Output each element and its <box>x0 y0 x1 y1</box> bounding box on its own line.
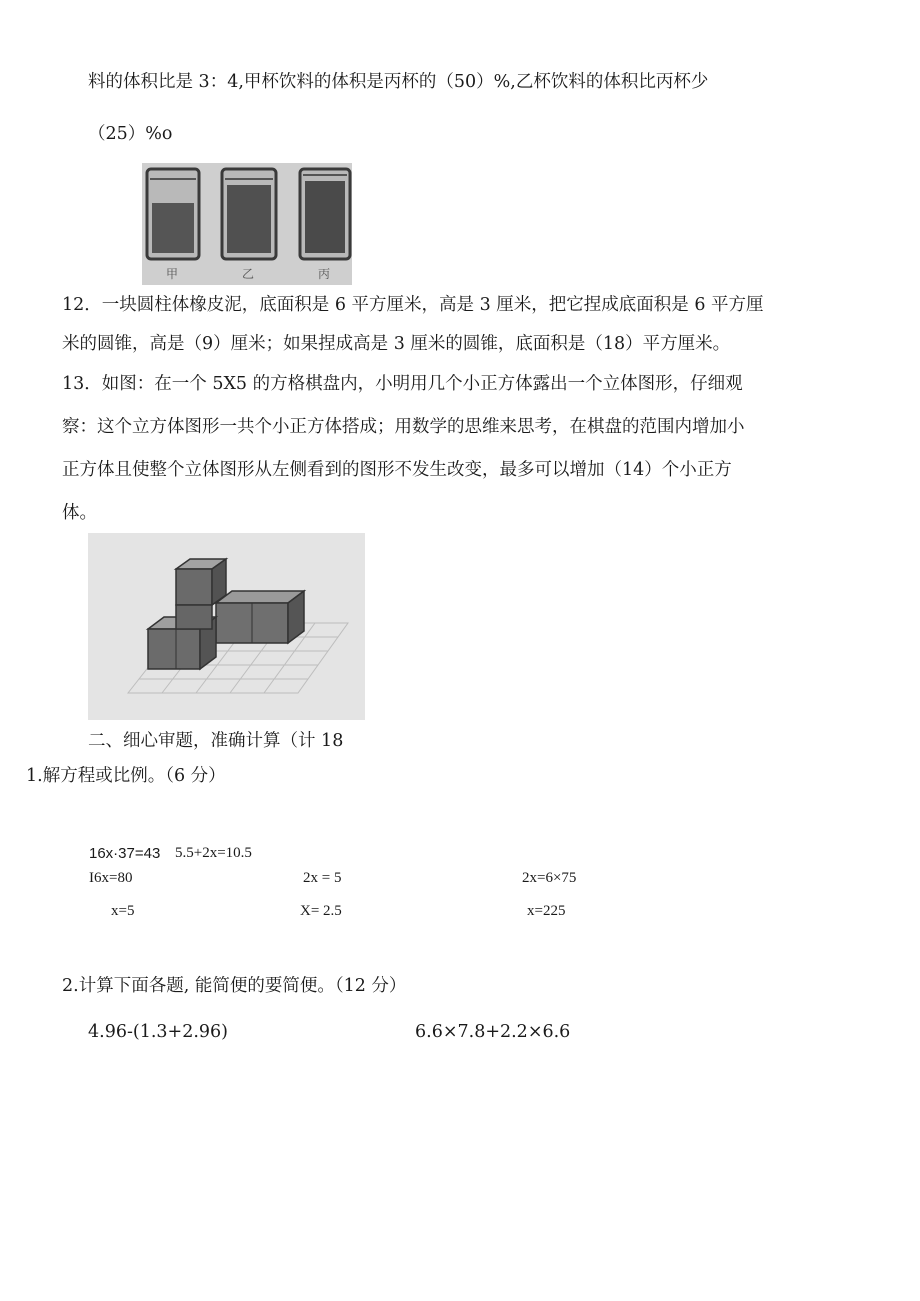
equation-1-answer: x=5 <box>111 903 135 919</box>
equation-1-original: 16x·37=43 <box>89 845 161 862</box>
cube-top <box>176 559 226 605</box>
q12-text-line1: 12．一块圆柱体橡皮泥，底面积是 6 平方厘米，高是 3 厘米，把它捏成底面积是 6 平方厘 <box>62 295 764 315</box>
equation-2-step: 2x = 5 <box>303 870 342 886</box>
q13-text-line2: 察：这个立方体图形一共个小正方体搭成；用数学的思维来思考，在棋盘的范围内增加小 <box>62 417 745 437</box>
q11-text-line2: （25）%o <box>88 124 173 144</box>
cup-yi <box>222 169 276 259</box>
section2-heading: 二、细心审题，准确计算（计 18 <box>88 731 344 751</box>
cup-jia <box>147 169 199 259</box>
q13-text-line1: 13．如图：在一个 5X5 的方格棋盘内，小明用几个小正方体露出一个立体图形，仔细观 <box>62 374 743 394</box>
section2-q2-title: 2.计算下面各题, 能简便的要简便。（12 分） <box>62 976 407 996</box>
equation-3-step: 2x=6×75 <box>522 870 577 886</box>
equation-2-answer: X= 2.5 <box>300 903 342 919</box>
q13-text-line3: 正方体且使整个立体图形从左侧看到的图形不发生改变，最多可以增加（14）个小正方 <box>62 460 732 480</box>
equation-2-original: 5.5+2x=10.5 <box>175 845 252 861</box>
cups-figure <box>142 163 352 285</box>
cup-label-yi: 乙 <box>242 267 255 281</box>
equation-3-answer: x=225 <box>527 903 566 919</box>
q13-text-line4: 体。 <box>62 503 97 523</box>
cubes-figure <box>88 533 365 720</box>
section2-q1-title: 1.解方程或比例。（6 分） <box>26 766 226 786</box>
equation-1-step: I6x=80 <box>89 870 133 886</box>
q12-text-line2: 米的圆锥，高是（9）厘米；如果捏成高是 3 厘米的圆锥，底面积是（18）平方厘米。 <box>62 334 731 354</box>
cups-image <box>142 163 352 285</box>
cup-label-jia: 甲 <box>166 267 179 281</box>
q11-text-line1: 料的体积比是 3：4,甲杯饮料的体积是丙杯的（50）%,乙杯饮料的体积比丙杯少 <box>88 72 709 92</box>
cup-bing <box>300 169 350 259</box>
cubes-image <box>88 533 365 720</box>
calc-problem-1: 4.96-(1.3+2.96) <box>88 1022 228 1042</box>
calc-problem-2: 6.6×7.8+2.2×6.6 <box>415 1022 571 1042</box>
cup-label-bing: 丙 <box>318 267 331 281</box>
cube-row-right <box>216 591 304 643</box>
